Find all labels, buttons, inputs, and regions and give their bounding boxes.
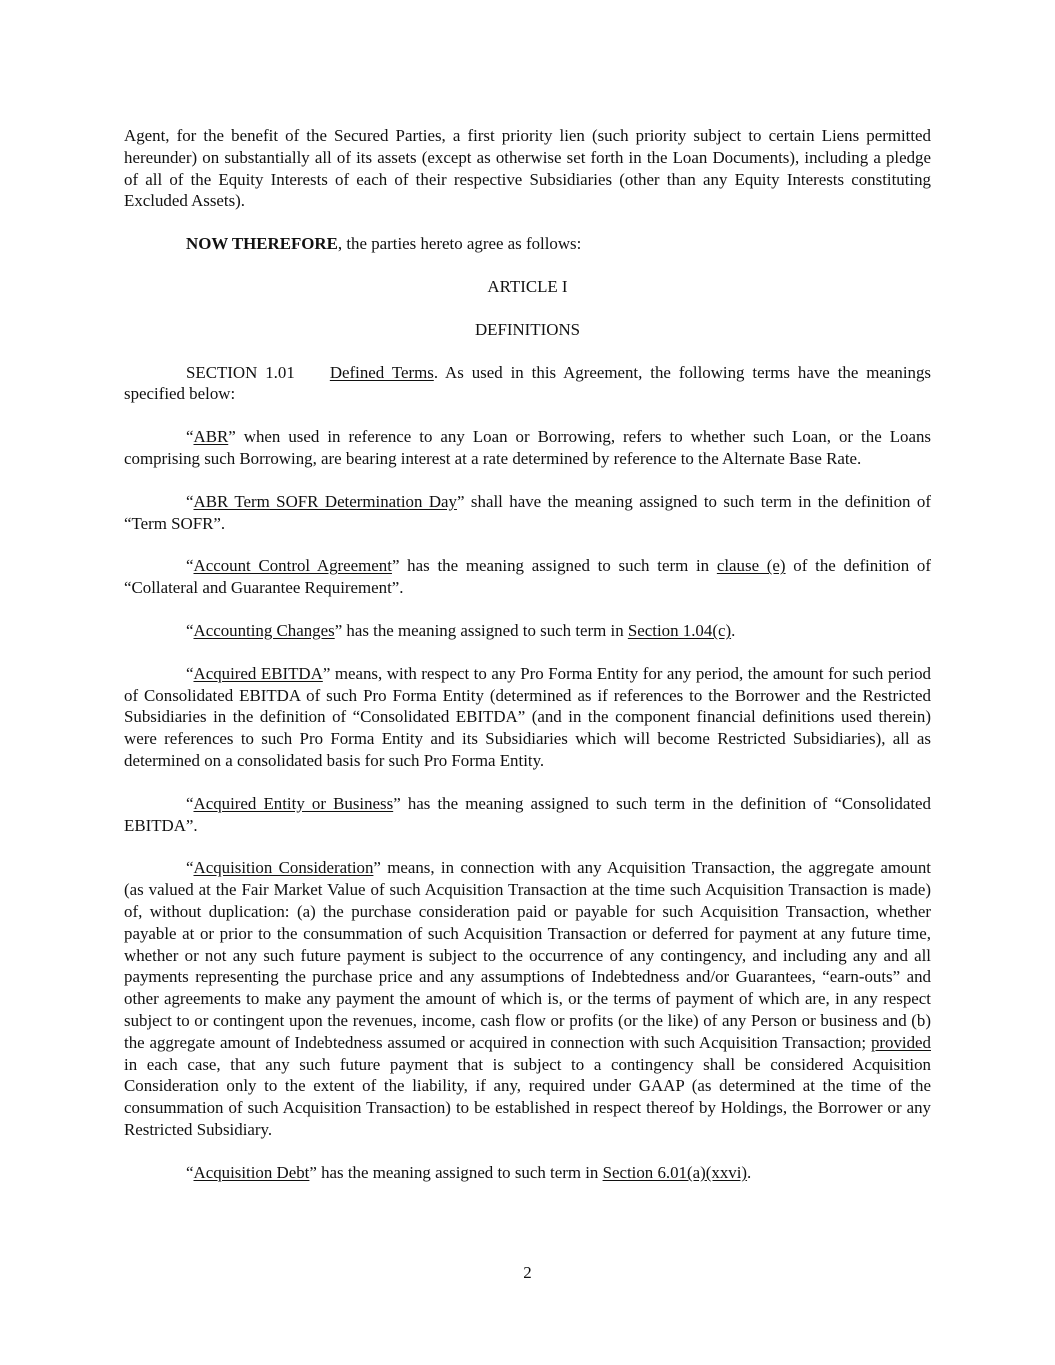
defined-term: Accounting Changes bbox=[193, 620, 335, 640]
definition-text: . bbox=[731, 620, 736, 640]
definition-acquired-ebitda: “Acquired EBITDA” means, with respect to any Pro Forma Entity for any period, the amount for such period of Consolidated EBITDA of such Pro Forma Entity (determined as if references to the Borrower and the Restricted Subsidiaries in the definition of “Consolidated EBITDA” (and in the component financial definitions used therein) were references to such Pro Forma Entity and its Subsidiaries which will become Restricted Subsidiaries), all as determined on a consolidated basis for such Pro Forma Entity. bbox=[124, 663, 931, 770]
definition-text: ” has the meaning assigned to such term in bbox=[391, 556, 717, 576]
cross-reference: Section 6.01(a)(xxvi) bbox=[602, 1162, 748, 1182]
section-1-01-paragraph bbox=[124, 362, 931, 406]
definition-account-control-agreement: “Account Control Agreement” has the meaning assigned to such term in clause (e) of the definition of “Collateral and Guarantee Requirement”. bbox=[124, 556, 932, 598]
section-text: . As used in this Agreement, the following terms have the meanings specified below: bbox=[124, 362, 931, 404]
defined-term: Acquired EBITDA bbox=[193, 663, 323, 683]
definition-text: ” when used in reference to any Loan or Borrowing, refers to whether such Loan, or the Loans comprising such Borrowing, are bearing interest at a rate determined by reference to the Alternate Base Rate. bbox=[124, 427, 931, 468]
section-number: SECTION 1.01 bbox=[186, 362, 295, 382]
definition-text: . bbox=[747, 1162, 752, 1182]
definition-text: ” has the meaning assigned to such term in bbox=[309, 1162, 603, 1182]
definition-acquired-entity-or-business: “Acquired Entity or Business” has the meaning assigned to such term in the definition of “Consolidated EBITDA”. bbox=[124, 793, 932, 835]
defined-term: Acquisition Consideration bbox=[193, 858, 374, 878]
defined-term: Acquisition Debt bbox=[193, 1162, 310, 1182]
definition-text: ” means, with respect to any Pro Forma Entity for any period, the amount for such period of Consolidated EBITDA of such Pro Forma Entity (determined as if references to the Borrower and the Restricted Subsidiaries in the definition of “Consolidated EBITDA” (and in the component financial definitions used therein) were references to such Pro Forma Entity and its Subsidiaries which will become Restricted Subsidiaries), all as determined on a consolidated basis for such Pro Forma Entity. bbox=[124, 663, 931, 770]
definition-text: ” shall have the meaning assigned to such term in the definition of “Term SOFR”. bbox=[124, 491, 931, 533]
section-title: Defined Terms bbox=[329, 362, 434, 382]
now-therefore-text: , the parties hereto agree as follows: bbox=[337, 234, 582, 254]
definition-abr: “ABR” when used in reference to any Loan or Borrowing, refers to whether such Loan, or the Loans comprising such Borrowing, are bearing interest at a rate determined by reference to the Alternate Base Rate. bbox=[124, 427, 931, 468]
definition-text: ” has the meaning assigned to such term in bbox=[334, 620, 628, 640]
page-body bbox=[124, 125, 931, 1204]
section-gap bbox=[295, 362, 330, 384]
article-title: DEFINITIONS bbox=[474, 319, 581, 339]
cross-reference: clause (e) bbox=[716, 556, 786, 576]
definition-abr-term-sofr-determination-day: “ABR Term SOFR Determination Day” shall have the meaning assigned to such term in the definition of “Term SOFR”. bbox=[124, 491, 931, 533]
defined-term: ABR Term SOFR Determination Day bbox=[193, 491, 457, 511]
intro-paragraph: Agent, for the benefit of the Secured Parties, a first priority lien (such priority subject to certain Liens permitted hereunder) on substantially all of its assets (except as otherwise set forth in the Loan Documents), including a pledge of all of the Equity Interests of each of their respective Subsidiaries (other than any Equity Interests constituting Excluded Assets). bbox=[124, 126, 931, 211]
defined-term: Acquired Entity or Business bbox=[193, 793, 394, 813]
cross-reference: Section 1.04(c) bbox=[627, 620, 732, 640]
definition-text: ” has the meaning assigned to such term in the definition of “Consolidated EBITDA”. bbox=[124, 793, 932, 835]
defined-term: ABR bbox=[193, 427, 229, 447]
now-therefore-paragraph bbox=[124, 233, 931, 255]
definition-text: of the definition of “Collateral and Guarantee Requirement”. bbox=[124, 556, 932, 598]
defined-term: Account Control Agreement bbox=[193, 556, 392, 576]
definition-text: in each case, that any such future payment that is subject to a contingency shall be considered Acquisition Consideration only to the extent of the liability, if any, required under GAAP (as determined at the time of the consummation of such Acquisition Transaction) to be established in respect thereof by Holdings, the Borrower or any Restricted Subsidiary. bbox=[124, 1054, 931, 1139]
definition-acquisition-consideration: “Acquisition Consideration” means, in connection with any Acquisition Transaction, the aggregate amount (as valued at the Fair Market Value of such Acquisition Transaction at the time such Acquisition Transaction is made) of, without duplication: (a) the purchase consideration paid or payable for such Acquisition Transaction, whether payable at or prior to the consummation of such Acquisition Transaction or deferred for payment at any future time, whether or not any such future payment is subject to the occurrence of any contingency, and including any and all payments representing the purchase price and any assumptions of Indebtedness and/or Guarantees, “earn-outs” and other agreements to make any payment the amount of which is, or the terms of payment of which are, in any respect subject to or contingent upon the revenues, income, cash flow or profits (or the like) of any Person or business and (b) the aggregate amount of Indebtedness assumed or acquired in connection with such Acquisition Transaction; provided in each case, that any such future payment that is subject to a contingency shall be considered Acquisition Consideration only to the extent of the liability, if any, required under GAAP (as determined at the time of the consummation of such Acquisition Transaction) to be established in respect thereof by Holdings, the Borrower or any Restricted Subsidiary. bbox=[124, 858, 931, 1139]
page-number: 2 bbox=[523, 1263, 532, 1282]
now-therefore-bold: NOW THEREFORE bbox=[186, 234, 338, 254]
article-heading: ARTICLE I bbox=[487, 276, 568, 296]
definition-acquisition-debt: “Acquisition Debt” has the meaning assigned to such term in Section 6.01(a)(xxvi). bbox=[186, 1162, 752, 1182]
definition-text: ” means, in connection with any Acquisition Transaction, the aggregate amount (as valued at the Fair Market Value of such Acquisition Transaction at the time such Acquisition Transaction is made) of, without duplication: (a) the purchase consideration paid or payable for such Acquisition Transaction, whether payable at or prior to the consummation of such Acquisition Transaction or deferred for payment at any future time, whether or not any such future payment is subject to the occurrence of any contingency, and including any and all payments representing the purchase price and any assumptions of Indebtedness and/or Guarantees, “earn-outs” and other agreements to make any payment the amount of which is, or the terms of payment of which are, in any respect subject to or contingent upon the revenues, income, cash flow or profits (or the like) of any Person or business and (b) the aggregate amount of Indebtedness assumed or acquired in connection with such Acquisition Transaction; bbox=[124, 858, 931, 1052]
proviso-term: provided bbox=[870, 1032, 931, 1052]
definition-accounting-changes: “Accounting Changes” has the meaning assigned to such term in Section 1.04(c). bbox=[186, 620, 736, 640]
